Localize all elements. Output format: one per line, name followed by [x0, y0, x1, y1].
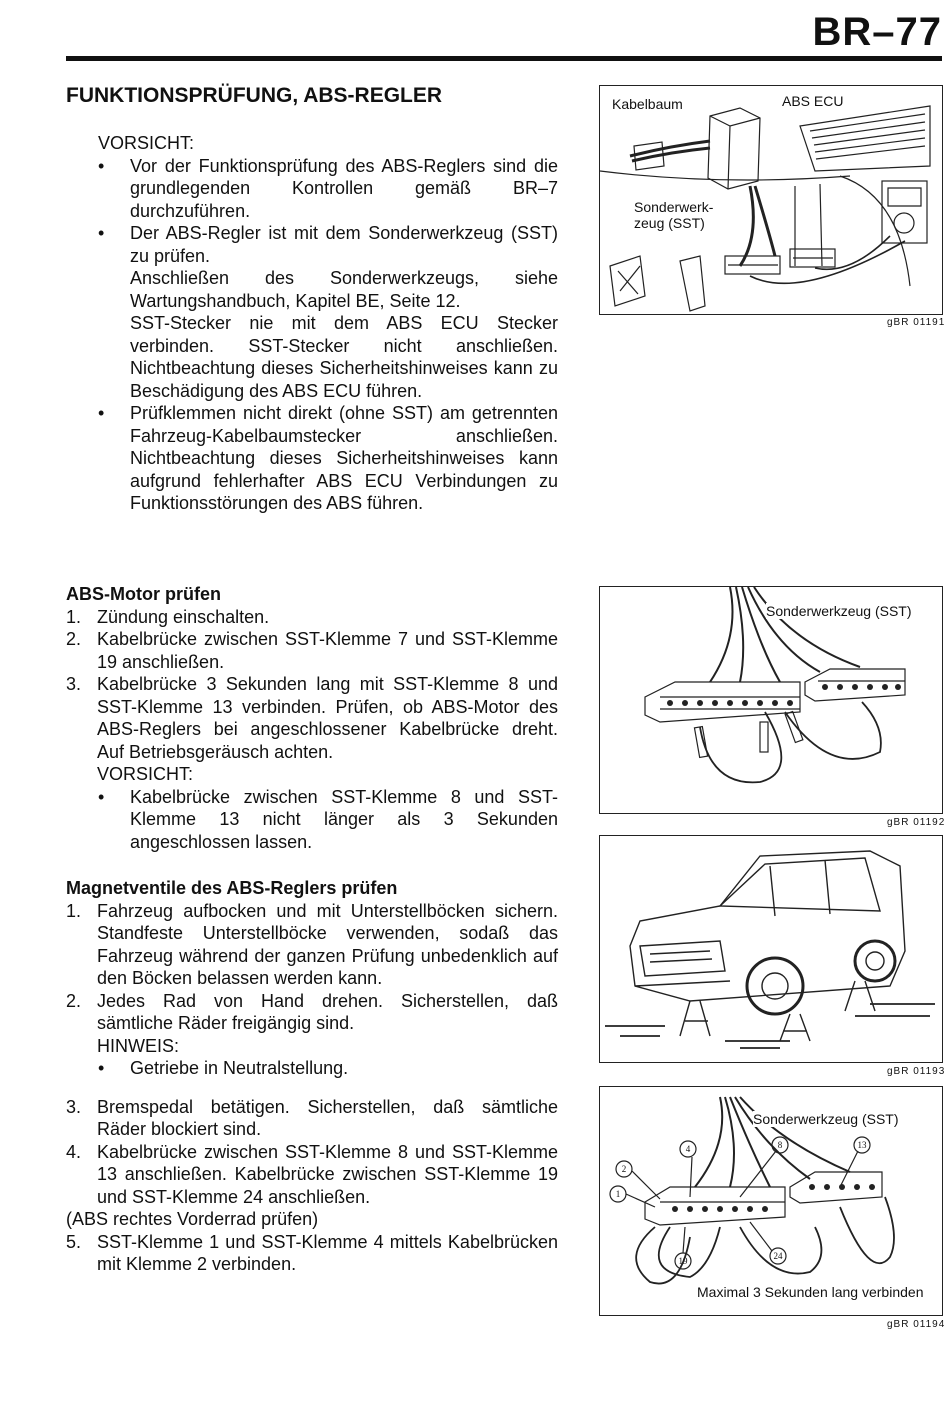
step-number: 5.	[66, 1231, 82, 1252]
bullet-item	[98, 222, 558, 402]
numbered-step	[66, 1231, 558, 1276]
step-text: Kabelbrücke zwischen SST-Klemme 8 und SST-Klemme 13 anschließen. Kabelbrücke zwischen SST-Klemme 19 und SST-Klemme 24 anschließen.	[97, 1141, 558, 1207]
label-sst: Sonderwerkzeug (SST)	[766, 603, 912, 619]
bullet-dot: •	[98, 786, 105, 807]
bullet-text: Kabelbrücke zwischen SST-Klemme 8 und SST-Klemme 13 nicht länger als 3 Sekunden angeschlossen lassen.	[130, 786, 558, 852]
bullet-dot: •	[98, 1058, 105, 1078]
bullet-item	[98, 1057, 558, 1080]
step-text: SST-Klemme 1 und SST-Klemme 4 mittels Kabelbrücken mit Klemme 2 verbinden.	[97, 1231, 558, 1274]
section-heading: Magnetventile des ABS-Reglers prüfen	[66, 878, 398, 898]
figure-sst-terminals	[599, 1086, 943, 1316]
step-number: 2.	[66, 990, 82, 1011]
bullet-dot: •	[98, 155, 105, 176]
step-text: Kabelbrücke 3 Sekunden lang mit SST-Klemme 8 und SST-Klemme 13 verbinden. Prüfen, ob ABS-Motor des ABS-Reglers bei angeschlossener Kabelbrücke dreht. Auf Betriebsgeräusch achten.	[97, 674, 558, 762]
figure-id: gBR 01193	[887, 1066, 946, 1077]
label-harness: Kabelbaum	[612, 96, 683, 112]
caution-label: VORSICHT:	[97, 764, 194, 784]
terminal-19-label: 19	[678, 1256, 688, 1266]
figure-caption: Maximal 3 Sekunden lang verbinden	[697, 1284, 924, 1300]
section-title: FUNKTIONSPRÜFUNG, ABS-REGLER	[66, 84, 443, 107]
terminal-4-label: 4	[685, 1144, 691, 1154]
section-heading: ABS-Motor prüfen	[66, 584, 221, 604]
step-number: 4.	[66, 1141, 82, 1162]
numbered-step	[66, 628, 558, 673]
figure-id: gBR 01192	[887, 817, 946, 828]
parenthetical-note: (ABS rechtes Vorderrad prüfen)	[66, 1209, 319, 1229]
bullet-text: Der ABS-Regler ist mit dem Sonderwerkzeug (SST) zu prüfen.	[130, 223, 558, 266]
note-label: HINWEIS:	[97, 1035, 180, 1056]
step-number: 2.	[66, 629, 82, 649]
step-text: Bremspedal betätigen. Sicherstellen, daß sämtliche Räder blockiert sind.	[97, 1096, 558, 1139]
bullet-dot: •	[98, 223, 105, 243]
terminal-13-label: 13	[857, 1140, 867, 1150]
step-number: 3.	[66, 674, 82, 694]
bullet-text-extra: Anschließen des Sonderwerkzeugs, siehe Wartungshandbuch, Kapitel BE, Seite 12.	[130, 268, 558, 311]
section1-body	[98, 132, 558, 515]
numbered-step	[66, 900, 558, 990]
numbered-step	[66, 990, 558, 1035]
header-rule	[66, 56, 942, 61]
step-text: Zündung einschalten.	[97, 606, 270, 627]
figure-abs-ecu-sst	[599, 85, 943, 315]
sst-jumper-illustration	[600, 587, 942, 813]
section2-body	[66, 583, 558, 853]
vehicle-illustration	[600, 836, 942, 1062]
figure-vehicle-on-stands	[599, 835, 943, 1063]
bullet-text: Getriebe in Neutralstellung.	[130, 1058, 349, 1078]
bullet-item	[98, 402, 558, 515]
numbered-step	[66, 673, 558, 763]
label-abs-ecu: ABS ECU	[782, 93, 844, 109]
bullet-text: Vor der Funktionsprüfung des ABS-Reglers sind die grundlegenden Kontrollen gemäß BR–7 durchzuführen.	[130, 155, 558, 221]
numbered-step	[66, 1141, 558, 1209]
bullet-item	[98, 155, 558, 223]
figure-id: gBR 01194	[887, 1319, 946, 1330]
numbered-step	[66, 606, 558, 629]
label-sst: Sonderwerkzeug (SST)	[753, 1111, 899, 1127]
terminal-8-label: 8	[777, 1140, 783, 1150]
step-text: Kabelbrücke zwischen SST-Klemme 7 und SST-Klemme 19 anschließen.	[97, 629, 558, 672]
figure-sst-jumper	[599, 586, 943, 814]
terminal-2-label: 2	[621, 1164, 627, 1174]
terminal-24-label: 24	[773, 1251, 783, 1261]
caution-label: VORSICHT:	[98, 133, 195, 153]
bullet-text-extra: SST-Stecker nie mit dem ABS ECU Stecker verbinden. SST-Stecker nicht anschließen. Nichtbeachtung dieses Sicherheitshinweises kann zu Beschädigung des ABS ECU führen.	[130, 313, 558, 401]
step-text: Fahrzeug aufbocken und mit Unterstellböcken sichern. Standfeste Unterstellböcke verwenden, sodaß das Fahrzeug während der ganzen Prüfung unbedenklich auf den Böcken belassen werden kann.	[97, 900, 558, 988]
numbered-step	[66, 1096, 558, 1141]
bullet-dot: •	[98, 403, 105, 423]
step-number: 1.	[66, 900, 82, 921]
section3-body	[66, 877, 558, 1276]
bullet-item	[98, 786, 558, 854]
bullet-text: Prüfklemmen nicht direkt (ohne SST) am getrennten Fahrzeug-Kabelbaumstecker anschließen. Nichtbeachtung dieses Sicherheitshinweises kann aufgrund fehlerhafter ABS ECU Verbindungen zu Funktionsstörungen des ABS führen.	[130, 403, 558, 513]
step-text: Jedes Rad von Hand drehen. Sicherstellen, daß sämtliche Räder freigängig sind.	[97, 990, 558, 1033]
label-sst: Sonderwerk- zeug (SST)	[634, 199, 714, 231]
page-number: BR–77	[812, 10, 942, 54]
step-number: 1.	[66, 606, 82, 627]
step-number: 3.	[66, 1096, 82, 1117]
terminal-1-label: 1	[615, 1189, 621, 1199]
figure-id: gBR 01191	[887, 317, 946, 328]
